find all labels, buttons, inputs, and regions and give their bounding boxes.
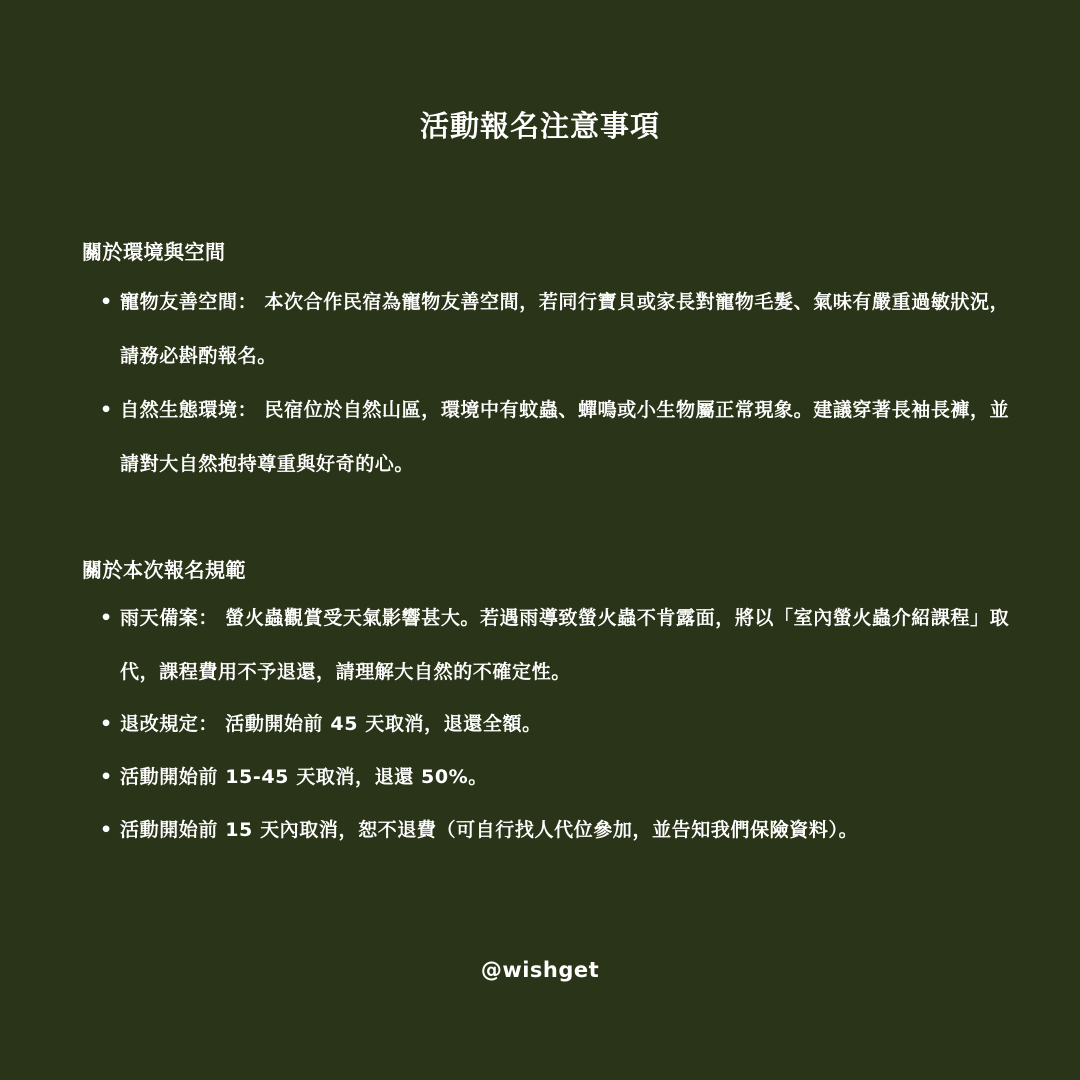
bullet-icon: •: [100, 291, 113, 313]
bullet-icon: •: [100, 819, 113, 841]
bullet-icon: •: [100, 713, 113, 735]
section-heading-environment: 關於環境與空間: [82, 240, 226, 264]
list-item: [100, 591, 1010, 699]
list-item: [100, 383, 1010, 491]
page-title: 活動報名注意事項: [419, 109, 660, 143]
list-item: [100, 803, 1010, 857]
list-item-text: 自然生態環境： 民宿位於自然山區，環境中有蚊蟲、蟬鳴或小生物屬正常現象。建議穿著長袖長褲，並請對大自然抱持尊重與好奇的心。: [120, 399, 1010, 475]
list-item: [100, 275, 1010, 383]
list-item-text: 活動開始前 15 天內取消，恕不退費（可自行找人代位參加，並告知我們保險資料）。: [120, 819, 859, 841]
list-item-text: 雨天備案： 螢火蟲觀賞受天氣影響甚大。若遇雨導致螢火蟲不肯露面，將以「室內螢火蟲介紹課程」取代，課程費用不予退還，請理解大自然的不確定性。: [120, 607, 1010, 683]
footer-handle: @wishget: [480, 958, 600, 982]
bullet-icon: •: [100, 607, 113, 629]
list-item-text: 寵物友善空間： 本次合作民宿為寵物友善空間，若同行寶貝或家長對寵物毛髮、氣味有嚴重過敏狀況，請務必斟酌報名。: [120, 291, 1010, 367]
list-item: [100, 750, 1010, 804]
section-heading-registration: 關於本次報名規範: [82, 558, 246, 582]
bullet-icon: •: [100, 399, 113, 421]
list-item-text: 活動開始前 15-45 天取消，退還 50%。: [120, 766, 488, 788]
bullet-icon: •: [100, 766, 113, 788]
list-item: [100, 697, 1010, 751]
list-item-text: 退改規定： 活動開始前 45 天取消，退還全額。: [120, 713, 542, 735]
